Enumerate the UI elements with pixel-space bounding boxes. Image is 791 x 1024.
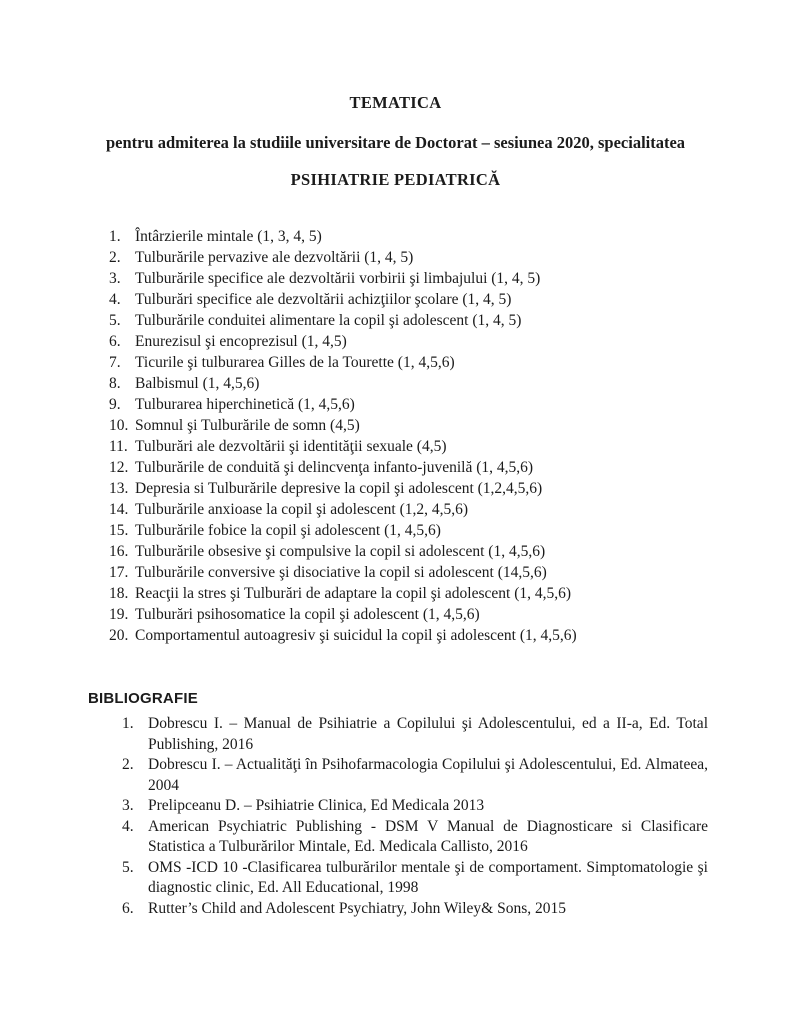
topic-text: Somnul şi Tulburările de somn (4,5) [135,417,360,434]
topic-text: Tulburările anxioase la copil şi adolescent (1,2, 4,5,6) [135,501,469,518]
topic-number: 13. [109,480,129,497]
topic-item [109,562,731,583]
topic-text: Balbismul (1, 4,5,6) [135,375,260,392]
bibliography-item [122,796,709,817]
topic-text: Tulburările pervazive ale dezvoltării (1, 4, 5) [135,249,414,266]
topic-text: Tulburarea hiperchinetică (1, 4,5,6) [135,396,355,413]
topic-item [109,457,731,478]
bibliography-number: 1. [122,715,134,732]
bibliography-text: Rutter’s Child and Adolescent Psychiatry, John Wiley& Sons, 2015 [148,899,567,917]
topic-text: Tulburări psihosomatice la copil şi adolescent (1, 4,5,6) [135,606,480,623]
bibliography-item [122,714,709,755]
topic-text: Tulburările obsesive şi compulsive la copil si adolescent (1, 4,5,6) [135,543,546,560]
topic-number: 8. [109,375,121,392]
bibliography-list [122,714,709,919]
specialty-title: PSIHIATRIE PEDIATRICĂ [290,170,501,189]
topic-number: 18. [109,585,129,602]
topic-text: Depresia si Tulburările depresive la copil şi adolescent (1,2,4,5,6) [135,480,543,497]
topic-item [109,247,731,268]
topic-item [109,604,731,625]
topic-item [109,310,731,331]
topic-text: Comportamentul autoagresiv şi suicidul la copil şi adolescent (1, 4,5,6) [135,627,577,644]
topic-item [109,394,731,415]
topic-text: Tulburările fobice la copil şi adolescent (1, 4,5,6) [135,522,441,539]
topic-number: 10. [109,417,129,434]
topic-number: 20. [109,627,129,644]
topic-number: 14. [109,501,129,518]
topic-number: 11. [109,438,128,455]
topic-text: Reacţii la stres şi Tulburări de adaptare la copil şi adolescent (1, 4,5,6) [135,585,572,602]
topic-item [109,226,731,247]
bibliography-number: 4. [122,817,134,835]
topic-item [109,352,731,373]
topic-number: 5. [109,312,121,329]
topic-number: 17. [109,564,129,581]
bibliography-text: OMS -ICD 10 -Clasificarea tulburărilor mentale şi de comportament. Simptomatologie şi diagnostic clinic, Ed. All Educational, 1998 [148,858,708,896]
topic-text: Tulburările de conduită şi delincvenţa infanto-juvenilă (1, 4,5,6) [135,459,534,476]
topic-item [109,478,731,499]
topic-text: Enurezisul şi encoprezisul (1, 4,5) [135,333,347,350]
topic-text: Tulburări ale dezvoltării şi identităţii sexuale (4,5) [135,438,447,455]
bibliography-text: Prelipceanu D. – Psihiatrie Clinica, Ed Medicala 2013 [148,797,485,814]
bibliography-number: 6. [122,899,134,917]
bibliography-number: 2. [122,756,134,773]
topic-number: 12. [109,459,129,476]
topic-number: 4. [109,291,121,308]
topic-text: Tulburările conduitei alimentare la copil şi adolescent (1, 4, 5) [135,312,522,329]
topic-item [109,436,731,457]
topic-number: 6. [109,333,121,350]
bibliography-number: 3. [122,797,134,814]
bibliography-text: Dobrescu I. – Manual de Psihiatrie a Copilului şi Adolescentului, ed a II-a, Ed. Total Publishing, 2016 [148,715,708,753]
bibliography-item [122,755,709,796]
topic-text: Tulburările specifice ale dezvoltării vorbirii şi limbajului (1, 4, 5) [135,270,541,287]
topic-item [109,415,731,436]
topic-item [109,520,731,541]
bibliography-item [122,858,709,899]
topic-number: 1. [109,228,121,245]
title-block [0,0,791,190]
topic-item [109,373,731,394]
topic-number: 3. [109,270,121,287]
topic-item [109,499,731,520]
bibliography-heading: BIBLIOGRAFIE [88,690,198,707]
topic-item [109,583,731,604]
topic-text: Întârzierile mintale (1, 3, 4, 5) [135,228,322,245]
topic-number: 19. [109,606,129,623]
bibliography-number: 5. [122,858,134,876]
topics-list [109,226,731,646]
bibliography-text: Dobrescu I. – Actualităţi în Psihofarmacologia Copilului şi Adolescentului, Ed. Almateea, 2004 [148,756,708,794]
topic-number: 2. [109,249,121,266]
bibliography-item [122,817,709,858]
topic-number: 7. [109,354,121,371]
topic-item [109,625,731,646]
topic-text: Tulburări specifice ale dezvoltării achizţiilor şcolare (1, 4, 5) [135,291,512,308]
topic-number: 15. [109,522,129,539]
topic-item [109,541,731,562]
topic-text: Ticurile şi tulburarea Gilles de la Tourette (1, 4,5,6) [135,354,455,371]
page-subtitle: pentru admiterea la studiile universitare de Doctorat – sesiunea 2020, specialitatea [105,133,686,152]
topic-number: 9. [109,396,121,413]
bibliography-section [88,690,709,919]
topic-text: Tulburările conversive şi disociative la copil si adolescent (14,5,6) [135,564,547,581]
topic-item [109,268,731,289]
topic-number: 16. [109,543,129,560]
topic-item [109,289,731,310]
bibliography-item [122,899,709,920]
page-title: TEMATICA [349,93,442,112]
topic-item [109,331,731,352]
bibliography-text: American Psychiatric Publishing - DSM V Manual de Diagnosticare si Clasificare Statistica a Tulburărilor Mintale, Ed. Medicala Callisto, 2016 [148,817,708,855]
